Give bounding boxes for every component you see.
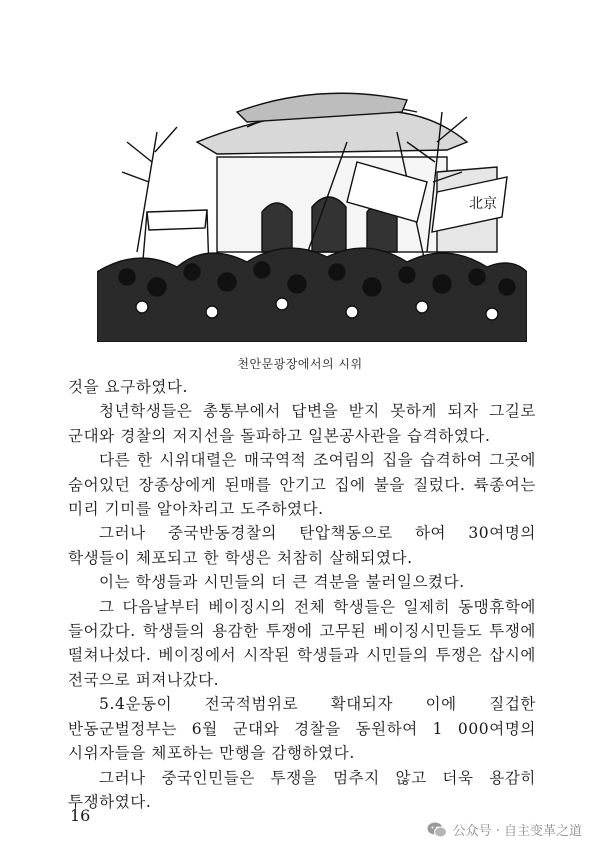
paragraph: 청년학생들은 총통부에서 답변을 받지 못하게 되자 그길로 군대와 경찰의 저지선을 돌파하고 일본공사관을 습격하였다. — [68, 402, 536, 445]
wechat-icon — [427, 822, 447, 838]
paragraph: 그 다음날부터 베이징시의 전체 학생들은 일제히 동맹휴학에 들어갔다. 학생들의 용감한 투쟁에 고무된 베이징시민들도 투쟁에 떨쳐나섰다. 베이징에서 시작된 학생들과 시민들의 투쟁은 삽시에 전국으로 퍼져나갔다. — [68, 597, 536, 689]
paragraph: 이는 학생들과 시민들의 더 큰 격분을 불러일으켰다. — [99, 573, 465, 592]
paragraph: 것을 요구하였다. — [68, 378, 189, 396]
tiananmen-protest-illustration — [97, 72, 527, 342]
paragraph: 그러나 중국인민들은 투쟁을 멈추지 않고 더욱 용감히 투쟁하였다. — [68, 768, 536, 811]
paragraph: 그러나 중국반동경찰의 탄압책동으로 하여 30여명의 학생들이 체포되고 한 학생은 처참히 살해되였다. — [68, 524, 536, 567]
body-text — [68, 375, 536, 814]
watermark-text: 公众号 · 自主变革之道 — [452, 824, 582, 839]
paragraph: 5.4운동이 전국적범위로 확대되자 이에 질겁한 반동군벌정부는 6월 군대와 경찰을 동원하여 1 000여명의 시위자들을 체포하는 만행을 감행하였다. — [68, 695, 536, 763]
watermark — [427, 820, 582, 839]
banner-text: 北京 — [469, 196, 497, 212]
paragraph: 다른 한 시위대렬은 매국역적 조여림의 집을 습격하여 그곳에 숨어있던 장종상에게 된매를 안기고 집에 불을 질렀다. 륙종여는 미리 기미를 알아차리고 도주하였다. — [68, 451, 536, 519]
figure-caption: 천안문광장에서의 시위 — [237, 357, 363, 371]
page-number: 16 — [70, 806, 91, 825]
